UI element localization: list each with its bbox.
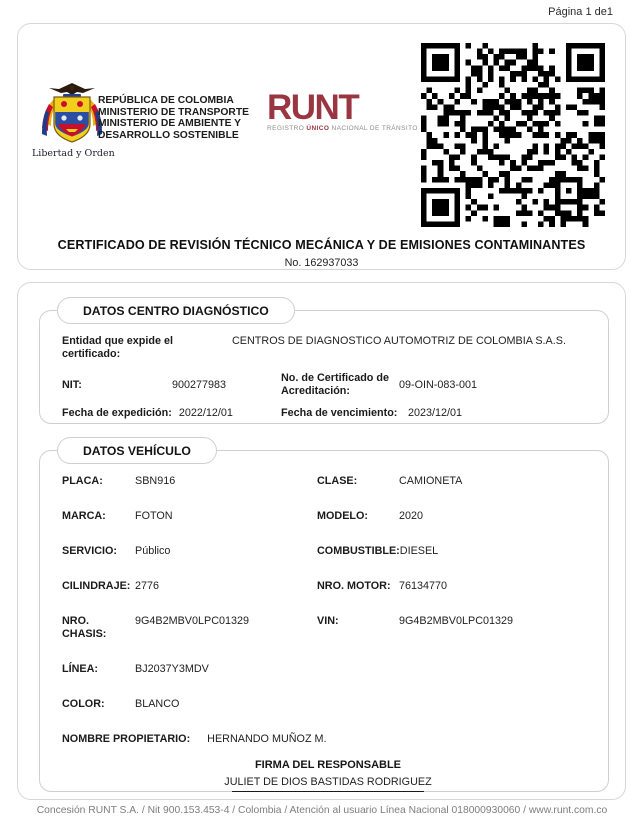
section-title-datos-vehiculo: DATOS VEHÍCULO — [57, 437, 217, 464]
marca-label: MARCA: — [62, 510, 106, 522]
acreditacion-value: 09-OIN-083-001 — [399, 378, 478, 391]
runt-logo — [267, 88, 418, 132]
runt-tagline — [267, 125, 418, 132]
combustible-value: DIESEL — [399, 545, 439, 557]
runt-tagline-bold: ÚNICO — [306, 125, 330, 132]
row-entidad — [62, 335, 594, 361]
runt-tagline-suffix: NACIONAL DE TRÁNSITO — [329, 125, 418, 132]
cilindraje-value: 2776 — [135, 580, 160, 592]
signature-name: JULIET DE DIOS BASTIDAS RODRIGUEZ — [224, 776, 432, 788]
row-fechas — [62, 407, 594, 420]
linea-value: BJ2037Y3MDV — [135, 663, 209, 675]
signature-line — [232, 791, 424, 792]
signature-title: FIRMA DEL RESPONSABLE — [254, 759, 402, 771]
footer-text: Concesión RUNT S.A. / Nit 900.153.453-4 / Colombia / Atención al usuario Línea Nacional 018000930060 / www.runt.com.co — [36, 805, 608, 816]
nro-chasis-value: 9G4B2MBV0LPC01329 — [135, 615, 250, 627]
color-value: BLANCO — [135, 698, 180, 710]
nit-value: 900277983 — [172, 378, 227, 391]
nro-motor-label: NRO. MOTOR: — [317, 580, 391, 592]
vin-value: 9G4B2MBV0LPC01329 — [399, 615, 514, 627]
runt-tagline-prefix: REGISTRO — [267, 125, 307, 132]
vehicle-row — [62, 580, 594, 593]
marca-value: FOTON — [135, 510, 173, 522]
cilindraje-label: CILINDRAJE: — [62, 580, 131, 592]
modelo-value: 2020 — [399, 510, 424, 522]
expedicion-label: Fecha de expedición: — [62, 407, 172, 419]
entidad-label: Entidad que expide el certificado: — [62, 335, 173, 360]
certificate-title: CERTIFICADO DE REVISIÓN TÉCNICO MECÁNICA Y DE EMISIONES CONTAMINANTES — [57, 238, 586, 252]
vencimiento-label: Fecha de vencimiento: — [281, 407, 398, 419]
entidad-value: CENTROS DE DIAGNOSTICO AUTOMOTRIZ DE COLOMBIA S.A.S. — [232, 335, 566, 347]
section-datos-vehiculo — [39, 444, 609, 792]
propietario-value: HERNANDO MUÑOZ M. — [207, 733, 327, 745]
vehicle-row — [62, 545, 594, 558]
coat-of-arms-caption: Libertad y Orden — [32, 148, 115, 159]
page-indicator: Página 1 de1 — [548, 6, 613, 18]
coat-of-arms-icon — [39, 82, 105, 146]
vehicle-row — [62, 615, 594, 641]
vin-label: VIN: — [317, 615, 339, 627]
ministry-line: DESARROLLO SOSTENIBLE — [98, 129, 239, 141]
body-card — [17, 282, 626, 800]
ministry-text — [98, 95, 249, 141]
nro-chasis-label: NRO. CHASIS: — [62, 615, 107, 640]
color-label: COLOR: — [62, 698, 105, 710]
certificate-number: No. 162937033 — [284, 257, 359, 269]
row-nit-acreditacion — [62, 370, 594, 400]
combustible-label: COMBUSTIBLE: — [317, 545, 400, 557]
runt-wordmark: RUNT — [267, 88, 359, 127]
ministry-line: MINISTERIO DE TRANSPORTE — [98, 106, 250, 118]
qr-code — [421, 43, 605, 227]
section-title-datos-centro: DATOS CENTRO DIAGNÓSTICO — [57, 297, 295, 324]
servicio-label: SERVICIO: — [62, 545, 117, 557]
propietario-label: NOMBRE PROPIETARIO: — [62, 733, 191, 745]
row-propietario — [62, 733, 594, 746]
clase-label: CLASE: — [317, 475, 358, 487]
vehicle-row — [62, 475, 594, 488]
vencimiento-group — [281, 407, 462, 420]
placa-label: PLACA: — [62, 475, 103, 487]
linea-label: LÍNEA: — [62, 663, 98, 675]
vehicle-row — [62, 663, 594, 676]
expedicion-value: 2022/12/01 — [178, 407, 233, 419]
section-datos-centro — [39, 304, 609, 424]
vehicle-row — [62, 698, 594, 711]
header-card — [17, 23, 626, 270]
nro-motor-value: 76134770 — [399, 580, 448, 592]
ministry-line: REPÚBLICA DE COLOMBIA — [98, 95, 234, 106]
acreditacion-group — [281, 370, 477, 400]
nit-label: NIT: — [62, 378, 82, 391]
vehicle-row — [62, 510, 594, 523]
signature-block — [62, 759, 594, 792]
ministry-line: MINISTERIO DE AMBIENTE Y — [98, 118, 242, 130]
acreditacion-label: No. de Certificado de Acreditación: — [281, 372, 389, 397]
modelo-label: MODELO: — [317, 510, 368, 522]
placa-value: SBN916 — [135, 475, 176, 487]
clase-value: CAMIONETA — [399, 475, 463, 487]
servicio-value: Público — [135, 545, 171, 557]
vencimiento-value: 2023/12/01 — [408, 407, 463, 419]
